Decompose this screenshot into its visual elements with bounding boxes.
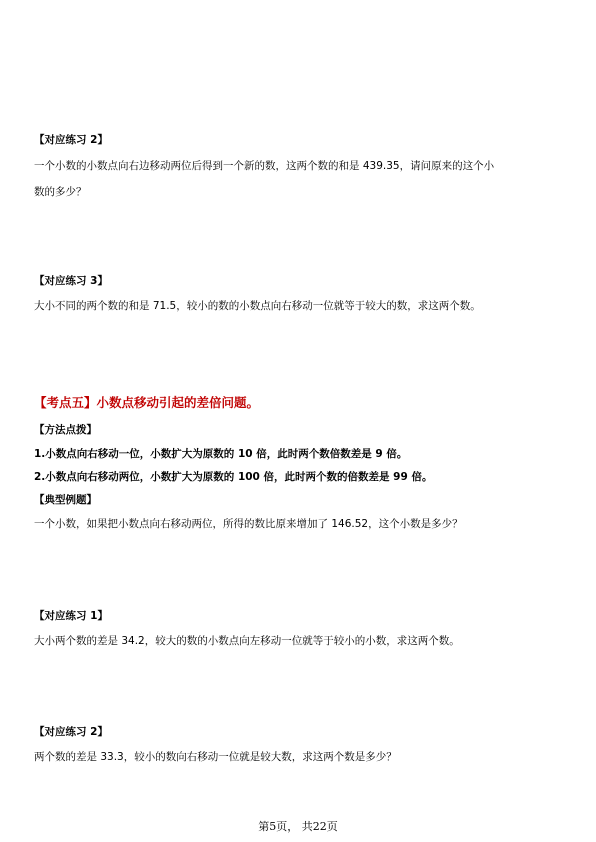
- practice-3-text: 大小不同的两个数的和是 71.5，较小的数的小数点向右移动一位就等于较大的数，求这两个数。: [34, 300, 481, 312]
- practice-2a-text-line2: 数的多少？: [34, 186, 87, 198]
- example-heading: 【典型例题】: [34, 494, 97, 506]
- page-footer: 第5页， 共22页: [258, 820, 338, 833]
- practice-2b-text: 两个数的差是 33.3，较小的数向右移动一位就是较大数，求这两个数是多少？: [34, 751, 397, 763]
- practice-1b-heading: 【对应练习 1】: [34, 610, 108, 622]
- practice-3-heading: 【对应练习 3】: [34, 275, 108, 287]
- example-text: 一个小数，如果把小数点向右移动两位，所得的数比原来增加了 146.52，这个小数是多少？: [34, 518, 463, 530]
- method-item-1: 1.小数点向右移动一位，小数扩大为原数的 10 倍，此时两个数倍数差是 9 倍。: [34, 448, 408, 460]
- practice-1b-text: 大小两个数的差是 34.2，较大的数的小数点向左移动一位就等于较小的小数，求这两个数。: [34, 635, 460, 647]
- practice-2b-heading: 【对应练习 2】: [34, 726, 108, 738]
- section-5-title: 【考点五】小数点移动引起的差倍问题。: [34, 395, 260, 410]
- practice-2a-heading: 【对应练习 2】: [34, 134, 108, 146]
- method-heading: 【方法点拨】: [34, 424, 97, 436]
- practice-2a-text-line1: 一个小数的小数点向右边移动两位后得到一个新的数，这两个数的和是 439.35，请问原来的这个小: [34, 160, 495, 172]
- method-item-2: 2.小数点向右移动两位，小数扩大为原数的 100 倍，此时两个数的倍数差是 99 倍。: [34, 471, 433, 483]
